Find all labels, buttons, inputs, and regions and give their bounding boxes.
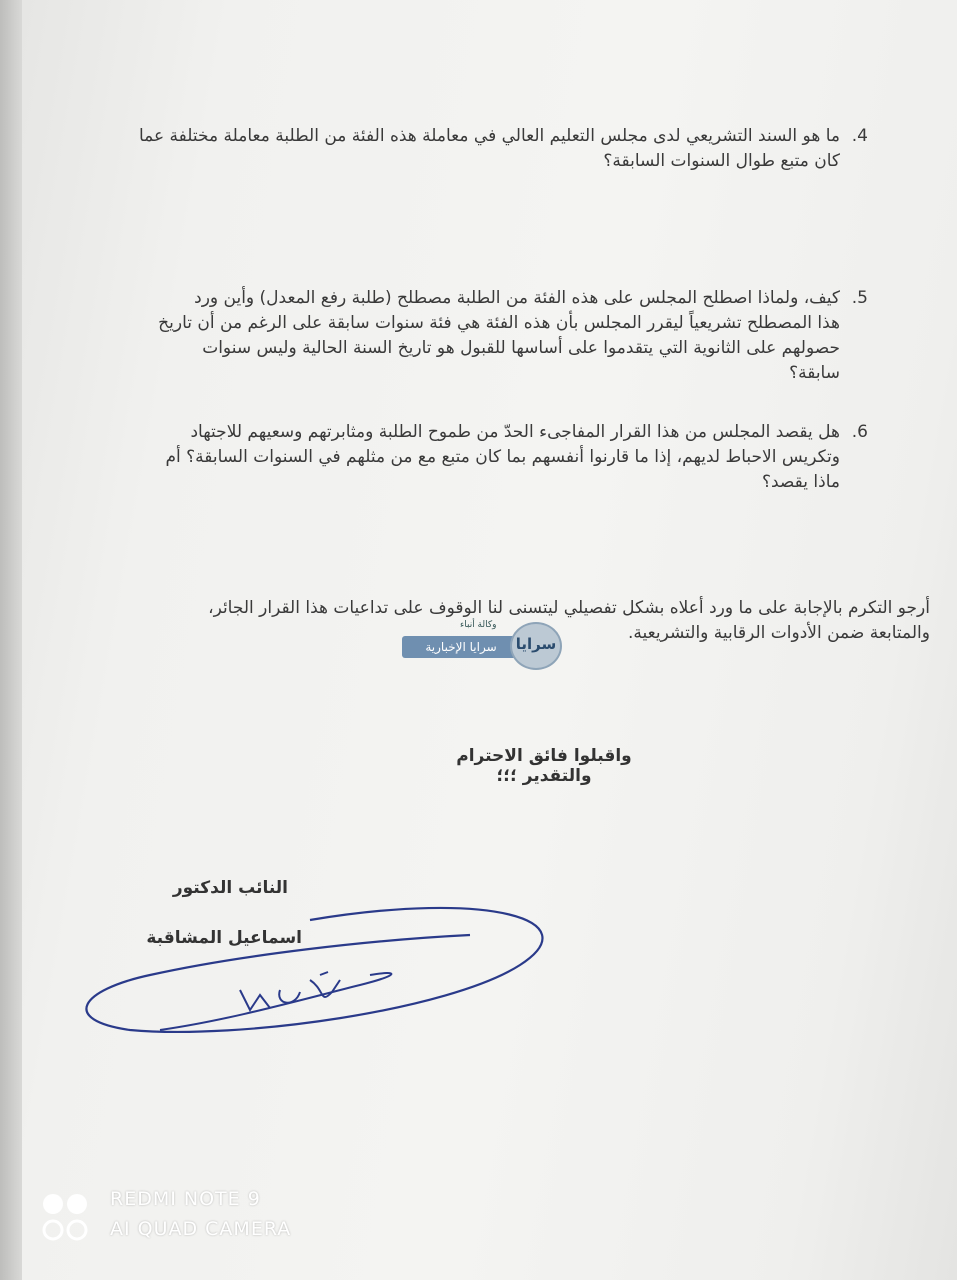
question-5 bbox=[140, 286, 868, 386]
watermark-agency: وكالة أنباء bbox=[460, 620, 497, 630]
question-number: .5 bbox=[851, 288, 868, 308]
camera-model: REDMI NOTE 9 bbox=[110, 1188, 261, 1210]
question-line: وتكريس الاحباط لديهم، إذا ما قارنوا أنفسهم بما كان متبع مع من مثلهم في السنوات السابقة؟ أم bbox=[165, 447, 840, 467]
camera-lens-icon bbox=[40, 1190, 96, 1246]
signatory-title: النائب الدكتور bbox=[172, 878, 288, 898]
question-line: هذا المصطلح تشريعياً ليقرر المجلس بأن هذه الفئة هي فئة سنوات سابقة على الرغم من أن تاريخ bbox=[158, 313, 840, 333]
signatory-name: اسماعيل المشاقبة bbox=[146, 928, 302, 948]
question-line: ما هو السند التشريعي لدى مجلس التعليم العالي في معاملة هذه الفئة من الطلبة معاملة مختلفة عما bbox=[138, 126, 840, 146]
watermark-brand: سرايا الإخبارية bbox=[402, 636, 520, 658]
question-line: هل يقصد المجلس من هذا القرار المفاجىء الحدّ من طموح الطلبة ومثابرتهم وسعيهم للاجتهاد bbox=[190, 422, 840, 442]
question-line: سابقة؟ bbox=[789, 363, 840, 383]
camera-watermark bbox=[40, 1188, 340, 1248]
question-line: كيف، ولماذا اصطلح المجلس على هذه الفئة من الطلبة مصطلح (طلبة رفع المعدل) وأين ورد bbox=[194, 288, 840, 308]
regards-line: واقبلوا فائق الاحترام والتقدير ؛؛؛ bbox=[456, 746, 632, 786]
closing-line: أرجو التكرم بالإجابة على ما ورد أعلاه بشكل تفصيلي ليتسنى لنا الوقوف على تداعيات هذا القرار الجائر، bbox=[208, 598, 930, 618]
question-line: كان متبع طوال السنوات السابقة؟ bbox=[603, 151, 840, 171]
press-watermark bbox=[402, 618, 562, 666]
closing-line: والمتابعة ضمن الأدوات الرقابية والتشريعية. bbox=[628, 623, 930, 643]
watermark-logo: سرايا bbox=[510, 622, 562, 670]
question-line: حصولهم على الثانوية التي يتقدموا على أساسها للقبول هو تاريخ السنة الحالية وليس سنوات bbox=[202, 338, 840, 358]
question-4 bbox=[138, 124, 868, 174]
question-number: .4 bbox=[851, 126, 868, 146]
question-number: .6 bbox=[851, 422, 868, 442]
camera-type: AI QUAD CAMERA bbox=[110, 1218, 292, 1240]
question-line: ماذا يقصد؟ bbox=[761, 472, 840, 492]
background-edge bbox=[0, 0, 22, 1280]
handwritten-signature bbox=[70, 880, 590, 1080]
question-6 bbox=[140, 420, 868, 495]
